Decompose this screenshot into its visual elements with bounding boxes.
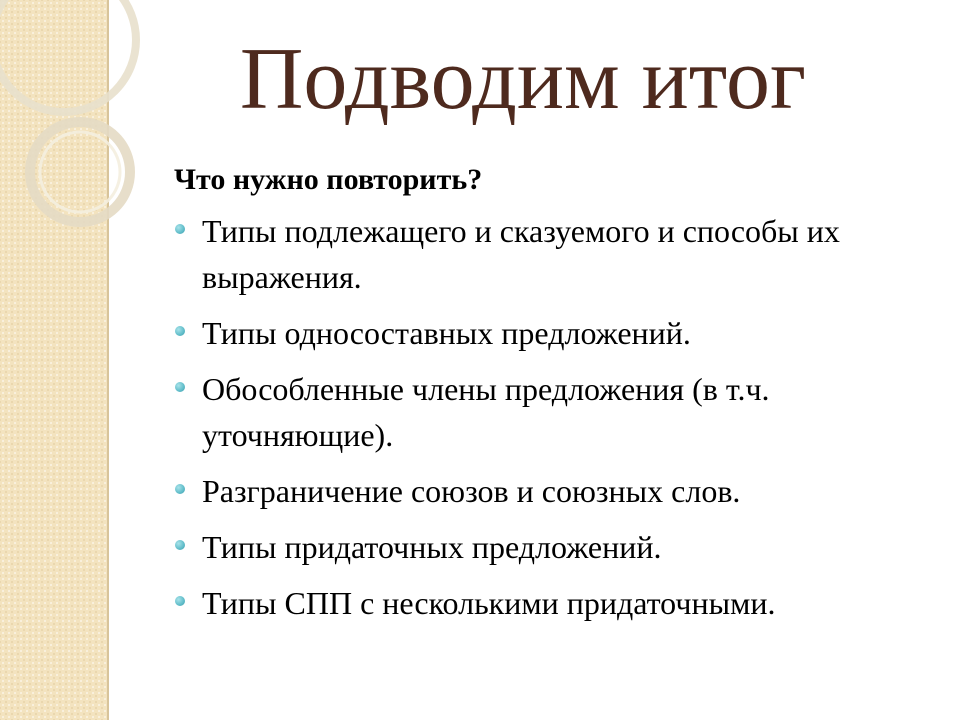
bullet-text: Обособленные члены предложения (в т.ч. уточняющие). xyxy=(202,371,770,453)
decorative-ring-small-inner xyxy=(40,132,120,212)
bullet-text: Типы придаточных предложений. xyxy=(202,529,662,565)
slide-content xyxy=(172,160,932,636)
bullet-dot-icon xyxy=(175,484,185,494)
bullet-text: Типы подлежащего и сказуемого и способы их выражения. xyxy=(202,213,840,295)
slide-title: Подводим итог xyxy=(239,31,807,128)
bullet-item xyxy=(172,524,932,570)
bullet-text: Типы СПП с несколькими придаточными. xyxy=(202,585,776,621)
bullet-dot-icon xyxy=(175,224,185,234)
bullet-item xyxy=(172,580,932,626)
bullet-dot-icon xyxy=(175,540,185,550)
bullet-item xyxy=(172,468,932,514)
section-heading: Что нужно повторить? xyxy=(174,163,483,196)
bullet-dot-icon xyxy=(175,326,185,336)
bullet-item xyxy=(172,310,932,356)
bullet-item xyxy=(172,366,932,458)
bullet-dot-icon xyxy=(175,596,185,606)
bullet-dot-icon xyxy=(175,382,185,392)
bullet-item xyxy=(172,208,932,300)
bullet-text: Разграничение союзов и союзных слов. xyxy=(202,473,741,509)
bullet-list xyxy=(172,208,932,626)
bullet-text: Типы односоставных предложений. xyxy=(202,315,691,351)
